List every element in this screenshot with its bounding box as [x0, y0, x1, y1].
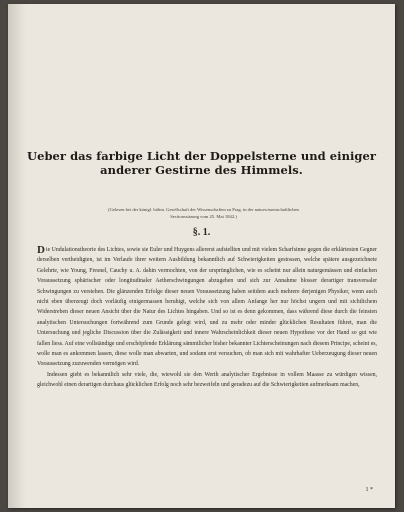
section-heading: §. 1. [192, 227, 211, 238]
paragraph-1 [37, 245, 377, 370]
body-text [37, 245, 377, 391]
article-title [8, 149, 395, 177]
title-line-2: anderer Gestirne des Himmels. [100, 163, 303, 177]
subtitle-line-2: Sectionssitzung vom 25. Mai 1842.) [170, 214, 237, 219]
paragraph-1-text: ie Undulationstheorie des Lichtes, sowie sie Euler und Huygens allererst aufstellten und mit vielem Scharfsinne gegen die erklärtesten Gegner derselben vertheidigten, ist im Verlaufe ihrer weitern Ausbildung bekanntlich auf Schwierigkeiten gestossen, welche spätere ausgezeichnete Gelehrte, wie Young, Fresnel, Cauchy u. A. dahin vermochten, von der ursprünglichen, wie es scheint nur allein naturgemässen und einfachen Voraussetzung sphärischer oder longitudinaler Aetherschwingungen abzugehen und sich zur Annahme blosser derartiger transversaler Schwingungen zu verstehen. Die glänzenden Erfolge dieser neuen Voraussetzung haben seitdem auch mehrere derjenigen Physiker, wenn auch nicht eben überzeugt doch vorläufig einigermassen beruhigt, welche sich von allem Anfange her nur höchst ungern und mit sichtlichem Widerstreben dieser neuen Ansicht über die Natur des Lichtes hingaben. Und so ist es denn gekommen, dass während diese durch die feinsten analytischen Untersuchungen fortwährend zum Grunde gelegt wird, und zu mehr oder minder glücklichen Resultaten führet, man die Untersuchung und jegliche Discussion über die Zulässigkeit und innere Wahrscheinlichkeit dieser neuen Hypothese vor der Hand so gut wie fallen liess. Auf eine vollständige und erschöpfende Erklärung sämmtlicher bisher bekannter Lichterscheinungen nach diesem Principe, scheint es, wolle man es ankommen lassen, diese wolle man abwarten, und sodann erst versuchen, ob man sich mit wahrhafter Ueberzeugung dieser neuen Voraussetzung zuzuwenden vermögen wird. [37, 247, 377, 368]
document-page [8, 4, 395, 508]
article-subtitle [42, 206, 365, 220]
signature-mark: 1 * [365, 487, 373, 493]
subtitle-line-1: (Gelesen bei der königl. böhm. Gesellschaft der Wissenschaften zu Prag, in der naturwissenschaftlichen [108, 207, 299, 212]
paragraph-2: Indessen giebt es bekanntlich sehr viele, die, wiewohl sie den Werth analytischer Ergebnisse in vollem Maasse zu würdigen wissen, gleichwohl einen derartigen durchaus glücklichen Erfolg noch sehr bezweifeln und geradezu auf die Schwierigkeiten aufmerksam machen, [37, 371, 377, 389]
title-line-1: Ueber das farbige Licht der Doppelsterne und einiger [27, 149, 376, 163]
page-gutter [8, 4, 26, 508]
drop-cap: D [37, 244, 45, 256]
